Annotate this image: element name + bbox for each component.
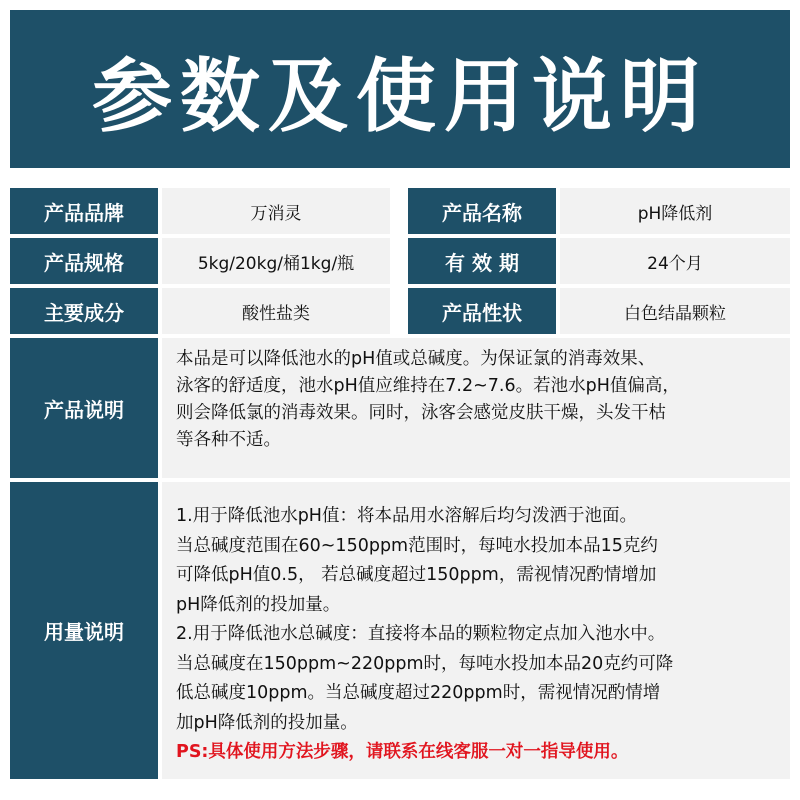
spec-table [10, 188, 790, 779]
usage-line: 低总碱度10ppm。当总碱度超过220ppm时，需视情况酌情增 [176, 683, 661, 703]
usage-line: 当总碱度在150ppm~220ppm时，每吨水投加本品20克约可降 [176, 653, 674, 674]
spec-row-brand [10, 188, 790, 234]
description-line: 等各种不适。 [176, 430, 281, 450]
usage-line: 2.用于降低池水总碱度：直接将本品的颗粒物定点加入池水中。 [176, 624, 666, 644]
description-row [10, 338, 790, 478]
product-name-label: 产品名称 [408, 188, 556, 234]
usage-line: 1.用于降低池水pH值：将本品用水溶解后均匀泼洒于池面。 [176, 506, 637, 526]
spec-row-ingredient [10, 288, 790, 334]
brand-label: 产品品牌 [10, 188, 158, 234]
description-label: 产品说明 [10, 338, 158, 478]
property-label: 产品性状 [408, 288, 556, 334]
ingredient-value: 酸性盐类 [162, 288, 390, 334]
usage-row [10, 482, 790, 779]
description-line: 本品是可以降低池水的pH值或总碱度。为保证氯的消毒效果、 [176, 349, 656, 369]
description-line: 泳客的舒适度，池水pH值应维持在7.2~7.6。若池水pH值偏高， [176, 376, 680, 396]
validity-value: 24个月 [560, 238, 790, 284]
description-text [162, 338, 790, 478]
description-line: 则会降低氯的消毒效果。同时，泳客会感觉皮肤干燥，头发干枯 [176, 403, 666, 423]
spec-label: 产品规格 [10, 238, 158, 284]
validity-label: 有 效 期 [408, 238, 556, 284]
usage-text [162, 482, 790, 779]
usage-line: 加pH降低剂的投加量。 [176, 712, 358, 733]
usage-label: 用量说明 [10, 482, 158, 779]
ps-note: PS:具体使用方法步骤，请联系在线客服一对一指导使用。 [176, 742, 629, 762]
usage-line: pH降低剂的投加量。 [176, 594, 341, 615]
property-value: 白色结晶颗粒 [560, 288, 790, 334]
usage-line: 可降低pH值0.5， 若总碱度超过150ppm，需视情况酌情增加 [176, 565, 657, 585]
page-title: 参数及使用说明 [92, 49, 708, 143]
usage-line: 当总碱度范围在60~150ppm范围时，每吨水投加本品15克约 [176, 535, 658, 556]
brand-value: 万消灵 [162, 188, 390, 234]
spec-value: 5kg/20kg/桶1kg/瓶 [162, 238, 390, 284]
ingredient-label: 主要成分 [10, 288, 158, 334]
title-banner [10, 10, 790, 168]
spec-row-size [10, 238, 790, 284]
product-name-value: pH降低剂 [560, 188, 790, 234]
